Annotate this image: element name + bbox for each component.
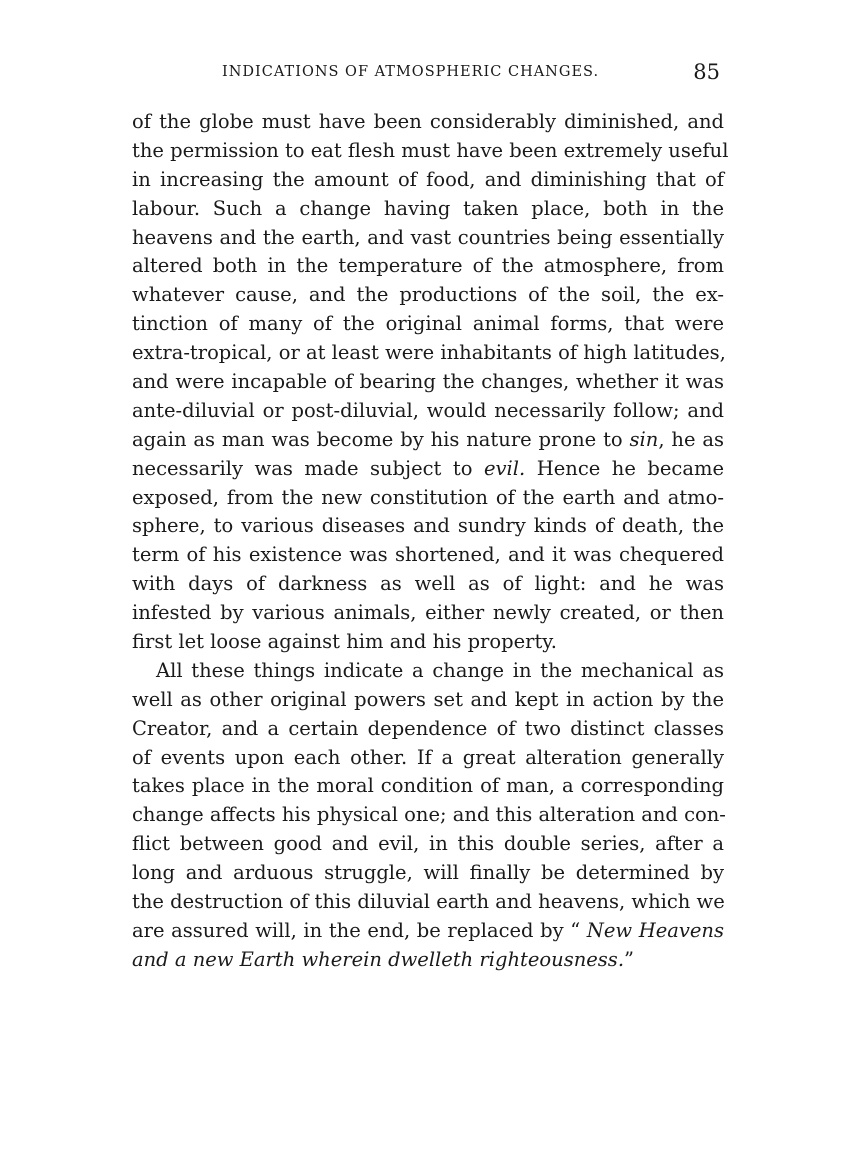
text-line: first let loose against him and his property.	[132, 630, 557, 654]
text-line: infested by various animals, either newly created, or then	[132, 601, 724, 625]
text-line: altered both in the temperature of the atmosphere, from	[132, 254, 724, 278]
text-line: takes place in the moral condition of man, a corresponding	[132, 774, 724, 798]
paragraph-1	[132, 108, 729, 657]
text-line: of the globe must have been considerably diminished, and	[132, 110, 724, 133]
text-line: sphere, to various diseases and sundry kinds of death, the	[132, 514, 724, 538]
text-line: are assured will, in the end, be replaced by “ New Heavens	[132, 918, 724, 942]
text-line: the permission to eat flesh must have been extremely useful	[132, 138, 729, 162]
text-line: necessarily was made subject to evil. Hence he became	[132, 456, 724, 480]
body-text	[132, 108, 729, 975]
text-line: exposed, from the new constitution of the earth and atmo-	[132, 485, 724, 509]
text-line: whatever cause, and the productions of the soil, the ex-	[132, 283, 724, 307]
text-line: and a new Earth wherein dwelleth righteousness.”	[132, 947, 634, 971]
text-line: labour. Such a change having taken place, both in the	[132, 196, 724, 220]
text-line: flict between good and evil, in this double series, after a	[132, 832, 724, 856]
running-title: INDICATIONS OF ATMOSPHERIC CHANGES.	[222, 64, 600, 80]
text-line: long and arduous struggle, will finally be determined by	[132, 861, 724, 885]
page-number: 85	[693, 60, 720, 84]
text-line: All these things indicate a change in the mechanical as	[156, 658, 724, 682]
text-line: term of his existence was shortened, and it was chequered	[132, 543, 724, 567]
text-line: of events upon each other. If a great alteration generally	[132, 745, 724, 769]
text-line: change affects his physical one; and this alteration and con-	[132, 803, 726, 827]
text-line: Creator, and a certain dependence of two distinct classes	[132, 716, 724, 740]
text-line: tinction of many of the original animal forms, that were	[132, 312, 724, 336]
text-line: in increasing the amount of food, and diminishing that of	[132, 167, 724, 191]
text-line: ante-diluvial or post-diluvial, would necessarily follow; and	[132, 398, 724, 422]
text-line: the destruction of this diluvial earth and heavens, which we	[132, 890, 725, 914]
text-line: with days of darkness as well as of light: and he was	[132, 572, 724, 596]
running-head	[132, 62, 722, 92]
text-line: extra-tropical, or at least were inhabitants of high latitudes,	[132, 341, 726, 365]
text-line: heavens and the earth, and vast countries being essentially	[132, 225, 724, 249]
text-line: and were incapable of bearing the changes, whether it was	[132, 370, 724, 394]
paragraph-2	[132, 657, 724, 975]
text-line: well as other original powers set and kept in action by the	[132, 687, 724, 711]
text-line: again as man was become by his nature prone to sin, he as	[132, 427, 725, 451]
